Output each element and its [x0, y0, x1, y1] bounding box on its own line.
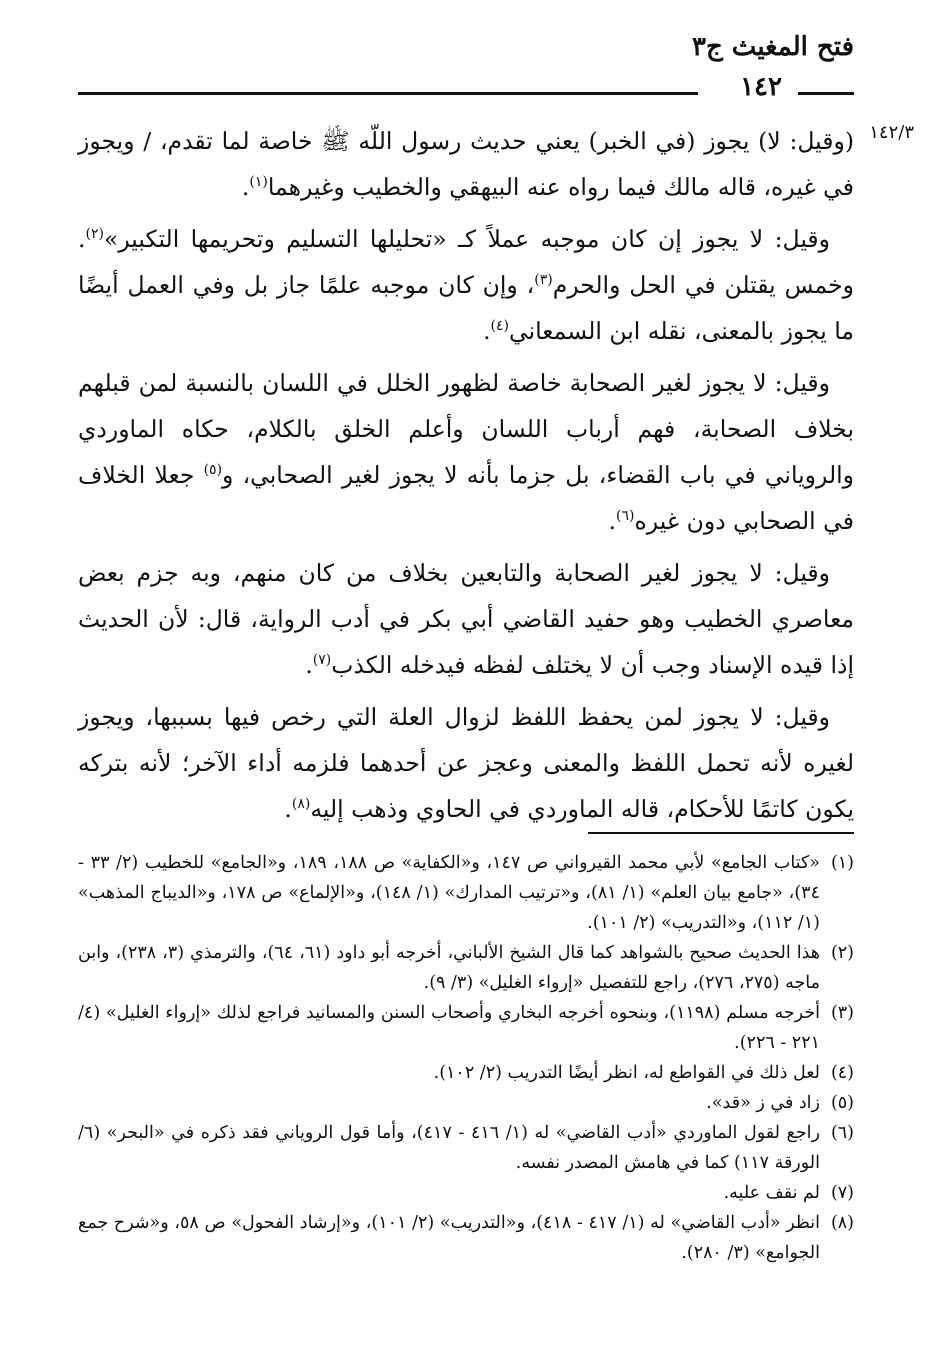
footnote-text: انظر «أدب القاضي» له (١/ ٤١٧ - ٤١٨)، و«التدريب» (٢/ ١٠١)، و«إرشاد الفحول» ص ٥٨، و«شرح جمع الجوامع» (٣/ ٢٨٠). — [78, 1213, 820, 1263]
paragraph-text: . — [241, 173, 250, 201]
footnote-separator — [588, 832, 854, 834]
paragraph-text: . وخمس يقتلن في الحل والحرم — [78, 225, 854, 299]
footnote-number: (٧) — [830, 1183, 854, 1203]
footnote-ref[interactable]: (٢) — [85, 226, 104, 243]
main-text — [78, 118, 854, 838]
footnote-number: (٦) — [830, 1123, 854, 1143]
footnote-ref[interactable]: (١) — [249, 174, 268, 191]
footnote-ref[interactable]: (٦) — [616, 508, 635, 525]
footnote-text: لم نقف عليه. — [723, 1183, 820, 1203]
running-title: فتح المغيث ج٣ — [691, 32, 854, 62]
paragraph-text: جعلا الخلاف في الصحابي دون غيره — [78, 461, 854, 535]
footnote-1 — [78, 848, 854, 938]
paragraph-text: . — [483, 317, 491, 345]
footnote-ref[interactable]: (٨) — [291, 796, 311, 813]
paragraph-2 — [78, 216, 854, 354]
page-number: ١٤٢ — [740, 72, 782, 102]
paragraph-3 — [78, 360, 854, 544]
footnote-number: (٨) — [830, 1213, 854, 1233]
footnote-2 — [78, 938, 854, 998]
header-rule-left — [78, 92, 698, 95]
footnote-number: (٤) — [830, 1063, 854, 1083]
paragraph-text: . — [284, 795, 292, 823]
footnote-ref[interactable]: (٥) — [203, 462, 223, 479]
footnote-number: (٣) — [830, 1003, 854, 1023]
footnote-text: «كتاب الجامع» لأبي محمد القيرواني ص ١٤٧، و«الكفاية» ص ١٨٨، ١٨٩، و«الجامع» للخطيب (٢/ ٣٣ - ٣٤)، «جامع بيان العلم» (١/ ٨١)، و«ترتيب المدارك» (١/ ١٤٨)، و«الإلماع» ص ١٧٨، و«الديباج المذهب» (١/ ١١٢)، و«التدريب» (٢/ ١٠١). — [78, 853, 820, 933]
footnote-text: أخرجه مسلم (١١٩٨)، وبنحوه أخرجه البخاري وأصحاب السنن والمسانيد فراجع لذلك «إرواء الغليل» (٤/ ٢٢١ - ٢٢٦). — [78, 1003, 820, 1053]
footnote-7 — [78, 1178, 854, 1208]
footnote-ref[interactable]: (٧) — [312, 652, 332, 669]
paragraph-text: . — [608, 507, 617, 535]
paragraph-text: . — [305, 651, 313, 679]
footnote-ref[interactable]: (٤) — [490, 318, 510, 335]
paragraph-1 — [78, 118, 854, 210]
paragraph-text: (وقيل: لا) يجوز (في الخبر) يعني حديث رسول اللّه ﷺ خاصة لما تقدم، / ويجوز في غيره، قاله مالك فيما رواه عنه البيهقي والخطيب وغيرهما — [78, 127, 854, 201]
paragraph-text: وقيل: لا يجوز لمن يحفظ اللفظ لزوال العلة التي رخص فيها بسببها، ويجوز لغيره لأنه تحمل اللفظ والمعنى وعجز عن أحدهما فلزمه أداء الآخر؛ لأنه بتركه يكون كاتمًا للأحكام، قاله الماوردي في الحاوي وذهب إليه — [78, 703, 854, 823]
paragraph-text: ، وإن كان موجبه علمًا جاز بل وفي العمل أيضًا ما يجوز بالمعنى، نقله ابن السمعاني — [78, 271, 854, 345]
paragraph-4 — [78, 550, 854, 688]
footnote-text: هذا الحديث صحيح بالشواهد كما قال الشيخ الألباني، أخرجه أبو داود (٦١، ٦٤)، والترمذي (٣، ٢٣٨)، وابن ماجه (٢٧٥، ٢٧٦)، راجع للتفصيل «إرواء الغليل» (٣/ ٩). — [78, 943, 820, 993]
footnote-number: (٢) — [830, 943, 854, 963]
footnote-number: (١) — [830, 853, 854, 873]
footnote-5 — [78, 1088, 854, 1118]
paragraph-text: وقيل: لا يجوز لغير الصحابة والتابعين بخلاف من كان منهم، وبه جزم بعض معاصري الخطيب وهو حفيد القاضي أبي بكر في أدب الرواية، قال: لأن الحديث إذا قيده الإسناد وجب أن لا يختلف لفظه فيدخله الكذب — [78, 559, 854, 679]
footnote-8 — [78, 1208, 854, 1268]
footnote-ref[interactable]: (٣) — [534, 272, 553, 289]
header-rule-right — [798, 92, 854, 95]
footnote-number: (٥) — [830, 1093, 854, 1113]
margin-reference: ١٤٢/٣ — [869, 122, 914, 143]
footnote-text: راجع لقول الماوردي «أدب القاضي» له (١/ ٤١٦ - ٤١٧)، وأما قول الروياني فقد ذكره في «البحر» (٦/ الورقة ١١٧) كما في هامش المصدر نفسه. — [78, 1123, 820, 1173]
footnote-text: لعل ذلك في القواطع له، انظر أيضًا التدريب (٢/ ١٠٢). — [433, 1063, 820, 1083]
paragraph-5 — [78, 694, 854, 832]
footnote-6 — [78, 1118, 854, 1178]
paragraph-text: وقيل: لا يجوز إن كان موجبه عملاً كـ «تحليلها التسليم وتحريمها التكبير» — [103, 225, 830, 253]
footnote-3 — [78, 998, 854, 1058]
footnote-text: زاد في ز «قد». — [706, 1093, 820, 1113]
footnote-4 — [78, 1058, 854, 1088]
footnotes — [78, 848, 854, 1268]
paragraph-text: وقيل: لا يجوز لغير الصحابة خاصة لظهور الخلل في اللسان بالنسبة لمن قبلهم بخلاف الصحابة، فهم أرباب اللسان وأعلم الخلق بالكلام، حكاه الماوردي والروياني في باب القضاء، بل جزما بأنه لا يجوز لغير الصحابي، و — [78, 369, 854, 489]
